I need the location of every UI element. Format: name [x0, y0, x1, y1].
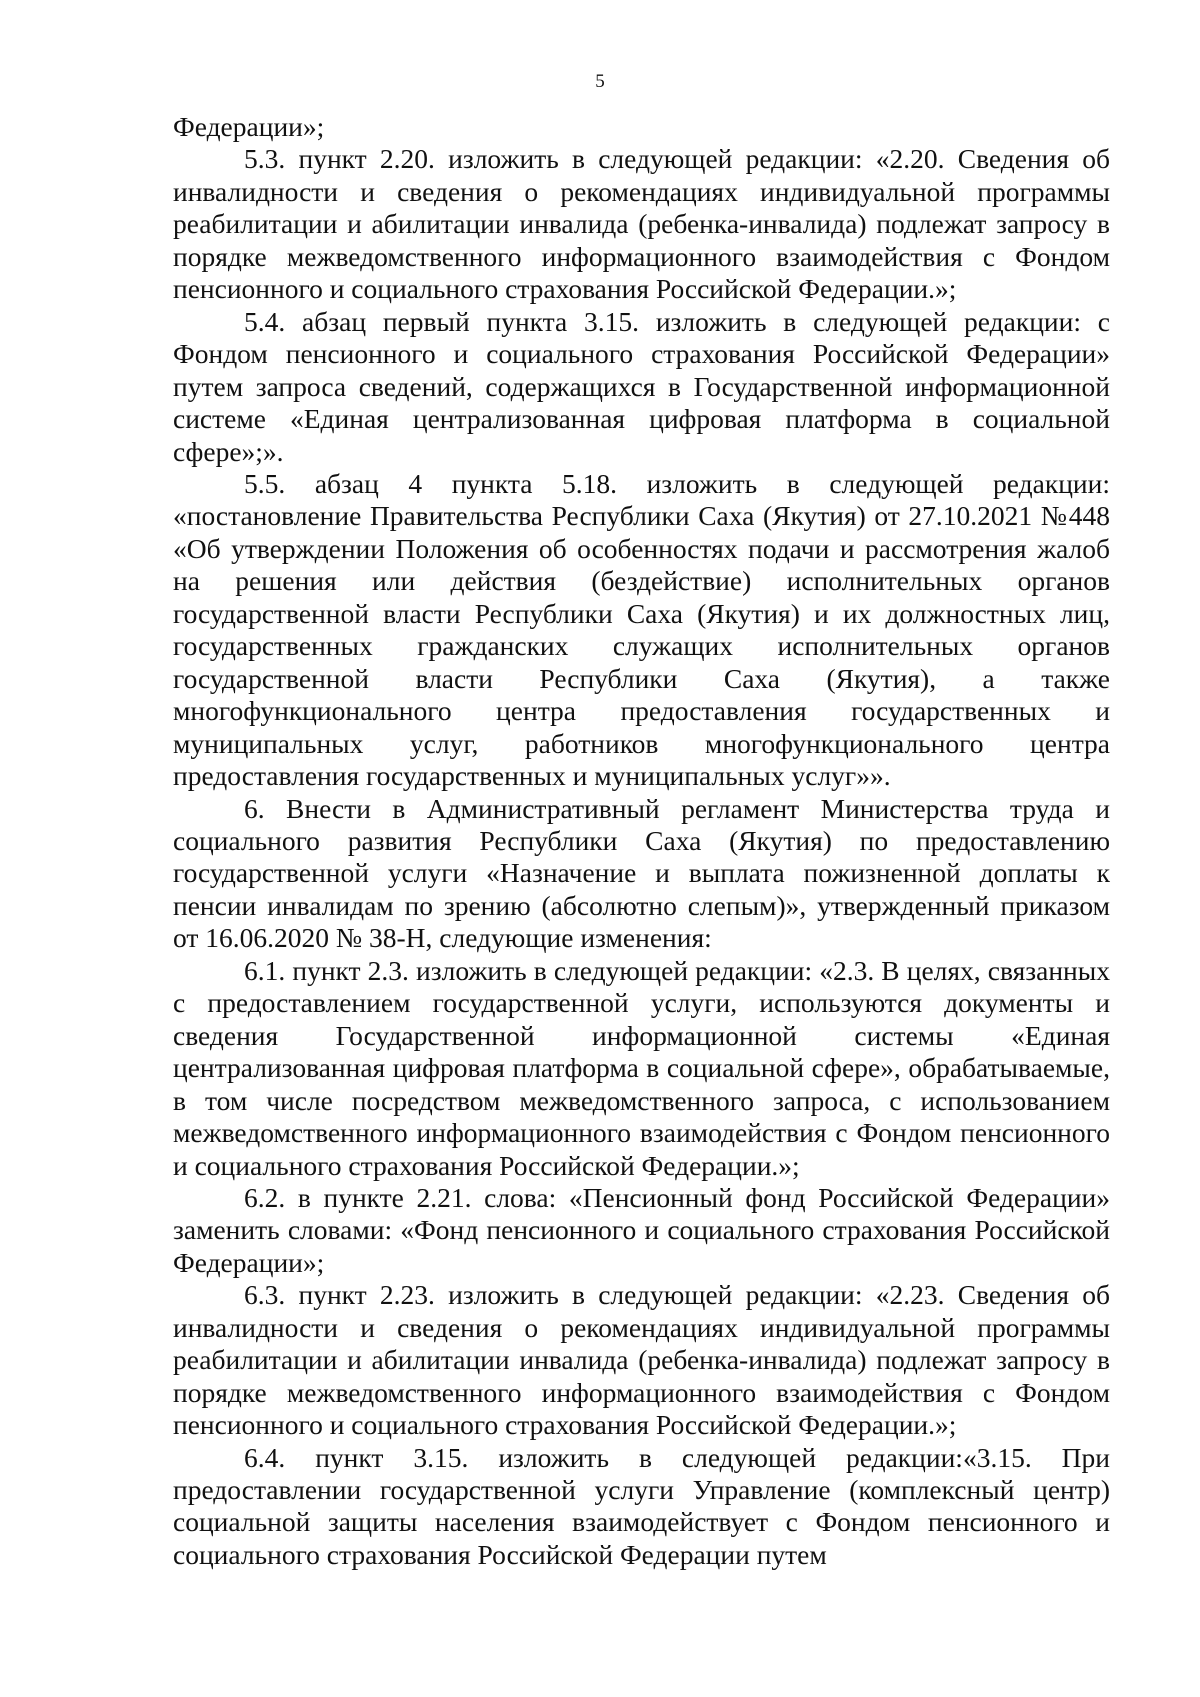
- paragraph-continuation: Федерации»;: [173, 111, 325, 142]
- paragraph-6: 6. Внести в Административный регламент Министерства труда и социального развития Республики Саха (Якутия) по предоставлению государственной услуги «Назначение и выплата пожизненной доплаты к пенсии инвалидам по зрению (абсолютно слепым)», утвержденный приказом от 16.06.2020 № 38-Н, следующие изменения:: [173, 792, 1110, 954]
- document-body: [173, 111, 1110, 1571]
- page-number: 5: [595, 71, 605, 92]
- paragraph-6-1: 6.1. пункт 2.3. изложить в следующей редакции: «2.3. В целях, связанных с предоставлением государственной услуги, используются документы и сведения Государственной информационной системы «Единая централизованная цифровая платформа в социальной сфере», обрабатываемые, в том числе посредством межведомственного запроса, с использованием межведомственного информационного взаимодействия с Фондом пенсионного и социального страхования Российской Федерации.»;: [173, 954, 1110, 1181]
- paragraph-6-2: 6.2. в пункте 2.21. слова: «Пенсионный фонд Российской Федерации» заменить словами: «Фонд пенсионного и социального страхования Российской Федерации»;: [173, 1181, 1110, 1278]
- paragraph-6-4: 6.4. пункт 3.15. изложить в следующей редакции:«3.15. При предоставлении государственной услуги Управление (комплексный центр) социальной защиты населения взаимодействует с Фондом пенсионного и социального страхования Российской Федерации путем: [173, 1441, 1110, 1570]
- paragraph-5-4: 5.4. абзац первый пункта 3.15. изложить в следующей редакции: с Фондом пенсионного и социального страхования Российской Федерации» путем запроса сведений, содержащихся в Государственной информационной системе «Единая централизованная цифровая платформа в социальной сфере»;».: [173, 305, 1110, 467]
- paragraph-6-3: 6.3. пункт 2.23. изложить в следующей редакции: «2.23. Сведения об инвалидности и сведения о рекомендациях индивидуальной программы реабилитации и абилитации инвалида (ребенка-инвалида) подлежат запросу в порядке межведомственного информационного взаимодействия с Фондом пенсионного и социального страхования Российской Федерации.»;: [173, 1279, 1110, 1441]
- paragraph-5-3: 5.3. пункт 2.20. изложить в следующей редакции: «2.20. Сведения об инвалидности и сведения о рекомендациях индивидуальной программы реабилитации и абилитации инвалида (ребенка-инвалида) подлежат запросу в порядке межведомственного информационного взаимодействия с Фондом пенсионного и социального страхования Российской Федерации.»;: [173, 143, 1110, 305]
- paragraph-5-5: 5.5. абзац 4 пункта 5.18. изложить в следующей редакции: «постановление Правительства Республики Саха (Якутия) от 27.10.2021 №448 «Об утверждении Положения об особенностях подачи и рассмотрения жалоб на решения или действия (бездействие) исполнительных органов государственной власти Республики Саха (Якутия) и их должностных лиц, государственных гражданских служащих исполнительных органов государственной власти Республики Саха (Якутия), а также многофункционального центра предоставления государственных и муниципальных услуг, работников многофункционального центра предоставления государственных и муниципальных услуг»».: [173, 467, 1110, 792]
